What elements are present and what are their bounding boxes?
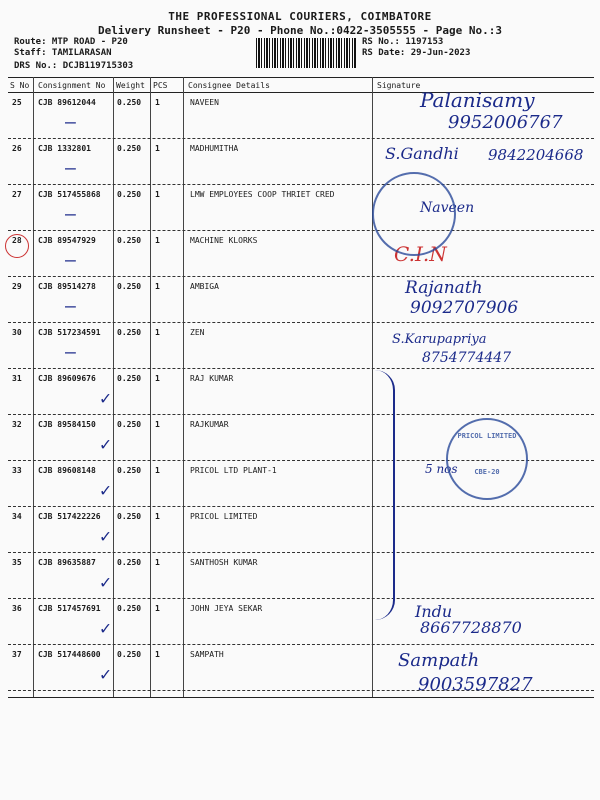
row-consignment: CJB 89612044 bbox=[38, 98, 96, 107]
handwritten-phone: 9092707906 bbox=[410, 298, 519, 318]
handwritten-phone: 9842204668 bbox=[488, 146, 584, 164]
row-consignment: CJB 517234591 bbox=[38, 328, 101, 337]
check-mark-icon: — bbox=[65, 158, 76, 179]
header-signature: Signature bbox=[377, 81, 421, 90]
row-sno: 37 bbox=[12, 650, 22, 659]
pricol-stamp-top-text: PRICOL LIMITED bbox=[457, 432, 517, 440]
row-weight: 0.250 bbox=[117, 558, 142, 567]
row-separator bbox=[8, 322, 594, 323]
handwritten-signature: S.Gandhi bbox=[385, 144, 459, 163]
row-consignee: MACHINE KLORKS bbox=[190, 236, 258, 245]
check-mark-icon: ✓ bbox=[100, 388, 111, 409]
row-consignee: AMBIGA bbox=[190, 282, 219, 291]
row-weight: 0.250 bbox=[117, 374, 142, 383]
header-pcs: PCS bbox=[153, 81, 168, 90]
handwritten-signature: S.Karupapriya bbox=[392, 332, 487, 347]
drs-label: DRS No.: DCJB119715303 bbox=[14, 61, 134, 71]
row-consignee: LMW EMPLOYEES COOP THRIET CRED bbox=[190, 190, 335, 199]
check-mark-icon: ✓ bbox=[100, 572, 111, 593]
row-consignee: NAVEEN bbox=[190, 98, 219, 107]
handwritten-signature: C.I.N bbox=[394, 242, 447, 266]
check-mark-icon: — bbox=[65, 296, 76, 317]
row-separator bbox=[8, 414, 594, 415]
rs-date-label: RS Date: 29-Jun-2023 bbox=[362, 48, 471, 58]
handwritten-phone: 9003597827 bbox=[418, 674, 533, 695]
row-separator bbox=[8, 276, 594, 277]
row-consignment: CJB 89584150 bbox=[38, 420, 96, 429]
row-pcs: 1 bbox=[155, 190, 160, 199]
row-sno: 34 bbox=[12, 512, 22, 521]
row-weight: 0.250 bbox=[117, 236, 142, 245]
row-weight: 0.250 bbox=[117, 144, 142, 153]
row-separator bbox=[8, 598, 594, 599]
row-sno: 28 bbox=[12, 236, 22, 245]
row-weight: 0.250 bbox=[117, 328, 142, 337]
handwritten-signature: Sampath bbox=[398, 650, 480, 671]
handwritten-signature: Rajanath bbox=[405, 278, 483, 298]
check-mark-icon: ✓ bbox=[100, 434, 111, 455]
handwritten-circle-mark bbox=[5, 234, 29, 258]
row-pcs: 1 bbox=[155, 236, 160, 245]
company-stamp-round bbox=[372, 172, 456, 256]
row-consignment: CJB 89635887 bbox=[38, 558, 96, 567]
row-pcs: 1 bbox=[155, 420, 160, 429]
row-separator bbox=[8, 506, 594, 507]
row-separator bbox=[8, 138, 594, 139]
row-sno: 36 bbox=[12, 604, 22, 613]
row-consignee: ZEN bbox=[190, 328, 205, 337]
row-separator bbox=[8, 230, 594, 231]
row-weight: 0.250 bbox=[117, 512, 142, 521]
handwritten-signature: Naveen bbox=[420, 200, 475, 216]
row-weight: 0.250 bbox=[117, 190, 142, 199]
row-separator bbox=[8, 184, 594, 185]
check-mark-icon: ✓ bbox=[100, 526, 111, 547]
row-pcs: 1 bbox=[155, 466, 160, 475]
header-consignee: Consignee Details bbox=[188, 81, 270, 90]
row-consignee: SANTHOSH KUMAR bbox=[190, 558, 258, 567]
row-sno: 27 bbox=[12, 190, 22, 199]
pricol-stamp bbox=[446, 418, 528, 500]
row-weight: 0.250 bbox=[117, 466, 142, 475]
row-sno: 29 bbox=[12, 282, 22, 291]
check-mark-icon: — bbox=[65, 204, 76, 225]
handwritten-bracket-mark bbox=[375, 370, 395, 620]
handwritten-phone: 9952006767 bbox=[448, 112, 563, 133]
row-pcs: 1 bbox=[155, 512, 160, 521]
check-mark-icon: — bbox=[65, 250, 76, 271]
row-consignee: JOHN JEYA SEKAR bbox=[190, 604, 263, 613]
check-mark-icon: ✓ bbox=[100, 480, 111, 501]
company-title: THE PROFESSIONAL COURIERS, COIMBATORE bbox=[168, 10, 432, 23]
pricol-stamp-bottom-text: CBE-20 bbox=[474, 468, 500, 476]
row-pcs: 1 bbox=[155, 374, 160, 383]
row-consignee: PRICOL LTD PLANT-1 bbox=[190, 466, 277, 475]
row-consignment: CJB 89608148 bbox=[38, 466, 96, 475]
row-consignment: CJB 1332801 bbox=[38, 144, 91, 153]
check-mark-icon: — bbox=[65, 112, 76, 133]
row-weight: 0.250 bbox=[117, 650, 142, 659]
staff-label: Staff: TAMILARASAN bbox=[14, 48, 112, 58]
row-sno: 31 bbox=[12, 374, 22, 383]
row-weight: 0.250 bbox=[117, 282, 142, 291]
row-sno: 33 bbox=[12, 466, 22, 475]
row-consignee: PRICOL LIMITED bbox=[190, 512, 258, 521]
row-sno: 32 bbox=[12, 420, 22, 429]
row-weight: 0.250 bbox=[117, 604, 142, 613]
row-consignment: CJB 517448600 bbox=[38, 650, 101, 659]
rs-no-label: RS No.: 1197153 bbox=[362, 37, 444, 47]
row-consignment: CJB 517455868 bbox=[38, 190, 101, 199]
check-mark-icon: ✓ bbox=[100, 618, 111, 639]
check-mark-icon: — bbox=[65, 342, 76, 363]
row-consignment: CJB 89609676 bbox=[38, 374, 96, 383]
row-separator bbox=[8, 368, 594, 369]
barcode bbox=[256, 38, 356, 68]
row-pcs: 1 bbox=[155, 144, 160, 153]
row-consignee: RAJKUMAR bbox=[190, 420, 229, 429]
row-consignee: RAJ KUMAR bbox=[190, 374, 234, 383]
row-pcs: 1 bbox=[155, 604, 160, 613]
runsheet-title: Delivery Runsheet - P20 - Phone No.:0422-3505555 - Page No.:3 bbox=[98, 24, 502, 37]
row-pcs: 1 bbox=[155, 282, 160, 291]
table-bottom-rule bbox=[8, 697, 594, 698]
header-weight: Weight bbox=[116, 81, 145, 90]
row-sno: 26 bbox=[12, 144, 22, 153]
check-mark-icon: ✓ bbox=[100, 664, 111, 685]
row-consignee: SAMPATH bbox=[190, 650, 224, 659]
row-separator bbox=[8, 552, 594, 553]
handwritten-signature: Indu bbox=[415, 602, 453, 621]
handwritten-phone: 8667728870 bbox=[420, 618, 522, 637]
row-consignment: CJB 517422226 bbox=[38, 512, 101, 521]
handwritten-phone: 8754774447 bbox=[422, 350, 512, 366]
route-label: Route: MTP ROAD - P20 bbox=[14, 37, 128, 47]
row-sno: 25 bbox=[12, 98, 22, 107]
row-separator bbox=[8, 644, 594, 645]
row-consignee: MADHUMITHA bbox=[190, 144, 239, 153]
table-top-rule bbox=[8, 77, 594, 78]
row-pcs: 1 bbox=[155, 328, 160, 337]
row-consignment: CJB 517457691 bbox=[38, 604, 101, 613]
row-consignment: CJB 89514278 bbox=[38, 282, 96, 291]
row-sno: 35 bbox=[12, 558, 22, 567]
row-weight: 0.250 bbox=[117, 420, 142, 429]
row-sno: 30 bbox=[12, 328, 22, 337]
row-pcs: 1 bbox=[155, 650, 160, 659]
row-pcs: 1 bbox=[155, 98, 160, 107]
handwritten-signature: 5 nos bbox=[425, 462, 458, 476]
handwritten-signature: Palanisamy bbox=[420, 88, 535, 112]
header-consignment: Consignment No bbox=[38, 81, 106, 90]
row-consignment: CJB 89547929 bbox=[38, 236, 96, 245]
header-sno: S No bbox=[10, 81, 30, 90]
row-weight: 0.250 bbox=[117, 98, 142, 107]
row-pcs: 1 bbox=[155, 558, 160, 567]
